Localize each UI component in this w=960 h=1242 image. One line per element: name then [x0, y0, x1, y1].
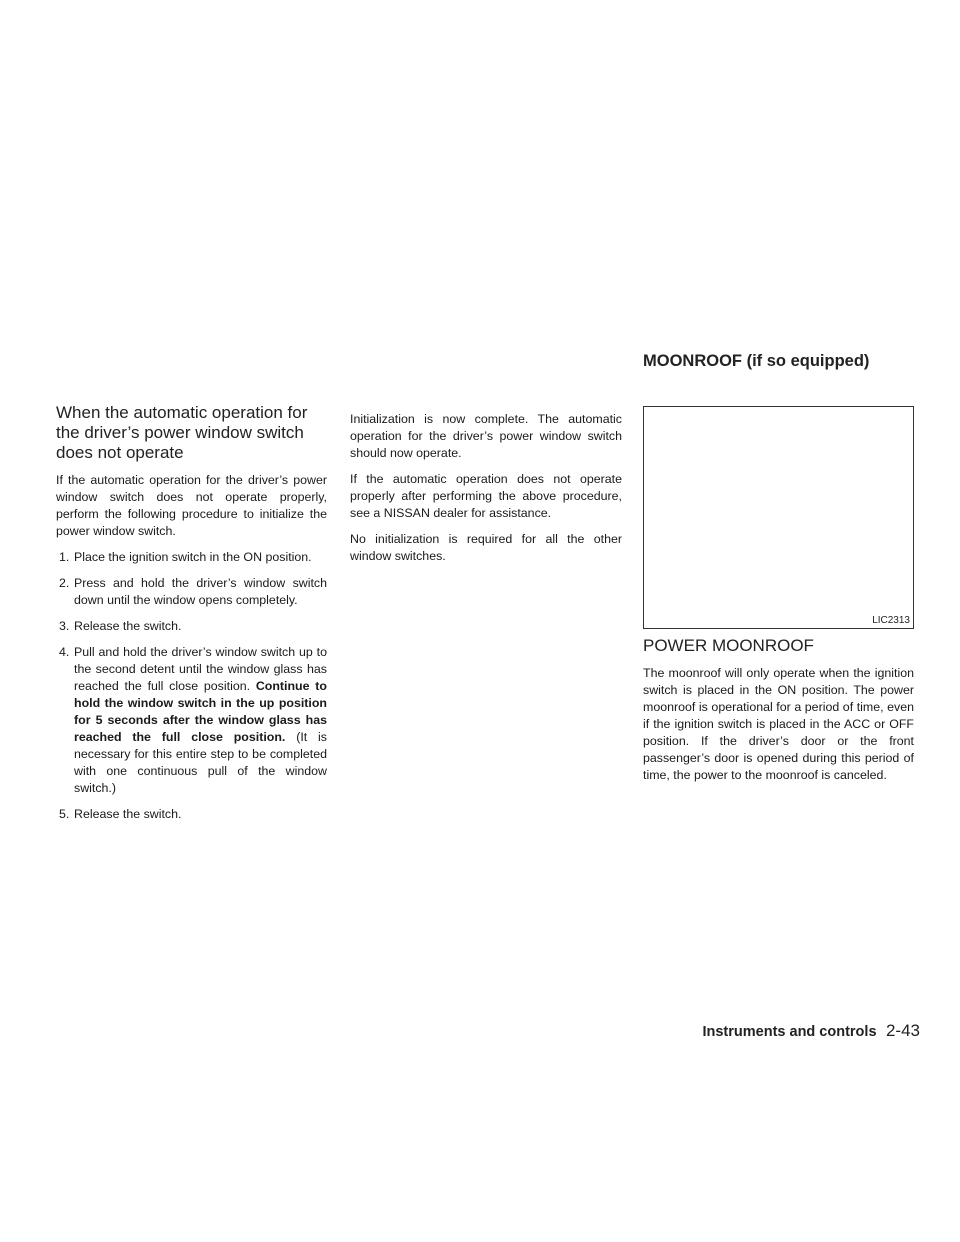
step-warning: Continue to hold the window switch in the up position for 5 seconds after the window glass has reached the full close position.	[74, 679, 327, 744]
step-number: 3.	[59, 619, 70, 633]
subsection-heading: When the automatic operation for the driver’s power window switch does not operate	[56, 403, 308, 462]
step-text: Release the switch.	[74, 619, 182, 633]
step-number: 4.	[59, 645, 70, 659]
step-text: Place the ignition switch in the ON position.	[74, 550, 312, 564]
power-moonroof-section	[643, 636, 914, 784]
page-footer	[702, 1021, 920, 1041]
step-item	[56, 575, 327, 609]
column-left	[56, 403, 327, 832]
page-number: 2-43	[885, 1021, 920, 1040]
step-note: (It is necessary for this entire step to be completed with one continuous pull of the window switch.)	[74, 730, 328, 795]
paragraph: If the automatic operation does not operate properly after performing the above procedure, see a NISSAN dealer for assistance.	[350, 472, 622, 520]
paragraph: The moonroof will only operate when the ignition switch is placed in the ON position. The power moonroof is operational for a period of time, even if the ignition switch is placed in the ACC or OFF position. If the driver’s door or the front passenger’s door is opened during this period of time, the power to the moonroof is canceled.	[643, 666, 914, 782]
figure-label: LIC2313	[872, 615, 910, 626]
procedure-steps	[56, 549, 327, 823]
step-text: Pull and hold the driver’s window switch up to the second detent until the window glass has reached the full close position.	[74, 645, 327, 693]
paragraph: No initialization is required for all the other window switches.	[350, 532, 622, 563]
step-item	[56, 806, 327, 823]
column-middle	[350, 411, 622, 574]
step-item	[56, 618, 327, 635]
step-number: 5.	[59, 807, 70, 821]
subsection-heading: POWER MOONROOF	[643, 636, 814, 655]
paragraph: Initialization is now complete. The automatic operation for the driver’s power window switch should now operate.	[350, 412, 622, 460]
footer-chapter-label: Instruments and controls	[702, 1024, 877, 1040]
step-text: Release the switch.	[74, 807, 182, 821]
step-number: 1.	[59, 550, 70, 564]
step-text: Press and hold the driver’s window switch down until the window opens completely.	[74, 576, 327, 607]
moonroof-figure	[643, 406, 914, 629]
step-item	[56, 644, 327, 797]
intro-paragraph: If the automatic operation for the driver’s power window switch does not operate properly, perform the following procedure to initialize the power window switch.	[56, 473, 327, 538]
step-item	[56, 549, 327, 566]
section-heading: MOONROOF (if so equipped)	[643, 352, 870, 370]
step-number: 2.	[59, 576, 70, 590]
